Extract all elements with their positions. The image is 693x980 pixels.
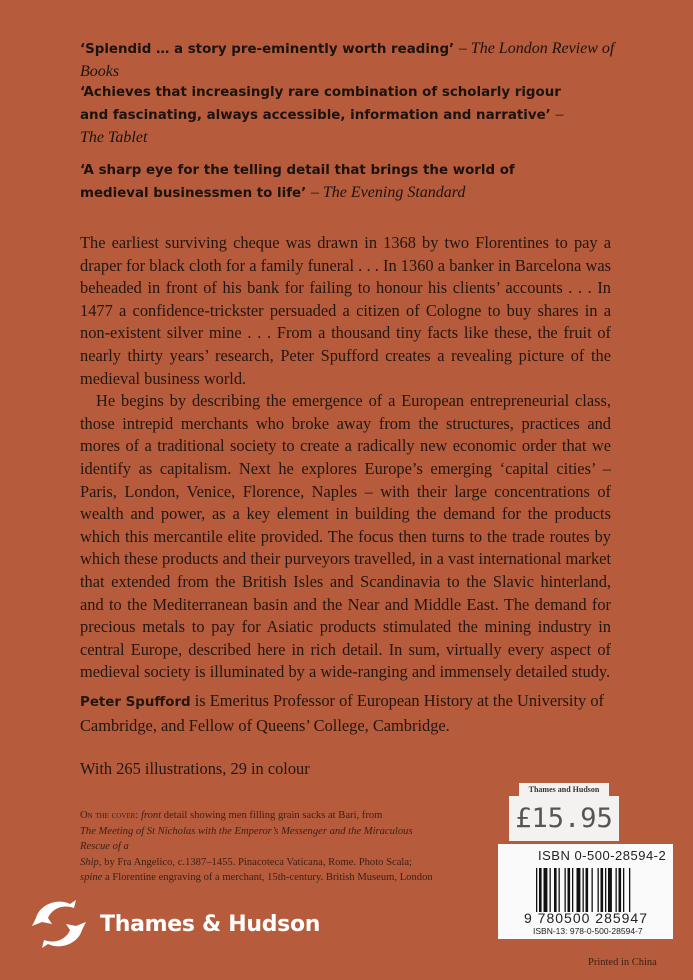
author-bio xyxy=(80,690,611,737)
review-quote-1 xyxy=(80,38,620,84)
illustrations-note: With 265 illustrations, 29 in colour xyxy=(80,759,310,778)
barcode-icon xyxy=(536,868,661,912)
price-sticker xyxy=(515,783,613,841)
publisher-logo xyxy=(28,896,320,952)
front-label: front xyxy=(140,810,162,821)
cover-credit-label: On the cover: xyxy=(80,810,139,821)
author-name: Peter Spufford xyxy=(80,695,191,710)
printed-in: Printed in China xyxy=(588,957,657,968)
description-paragraph: The earliest surviving cheque was drawn in 1368 by two Florentines to pay a draper for black cloth for a family funeral . . . In 1360 a banker in Barcelona was beheaded in front of his bank for failing to honour his clients’ accounts . . . In 1477 a confidence-trickster persuaded a citizen of Cologne to buy shares in a non-existent silver mine . . . From a thousand tiny facts like these, the fruit of nearly thirty years’ research, Peter Spufford creates a revealing picture of the medieval business world. xyxy=(80,233,611,388)
isbn-13: ISBN-13: 978-0-500-28594-7 xyxy=(533,926,643,936)
quote-source: – The Tablet xyxy=(80,106,564,146)
credit-text: , by Fra Angelico, c.1387–1455. Pinacoteca Vaticana, Rome. Photo Scala; xyxy=(98,856,412,868)
dolphins-logo-icon xyxy=(28,896,90,952)
quote-text: ‘A sharp eye for the telling detail that brings the world of medieval businessmen to life’ xyxy=(80,163,515,201)
description-paragraph: He begins by describing the emergence of a European entrepreneurial class, those intrepid merchants who broke away from the structures, practices and mores of a traditional society to create a radically new economic order that we identify as capitalism. Next he explores Europe’s emerging ‘capital cities’ – Paris, London, Venice, Florence, Naples – with their large concentrations of wealth and power, as a key element in building the demand for the products which this mercantile elite provided. The focus then turns to the trade routes by which these products and their purveyors travelled, in a vast international market that extended from the British Isles and Scandinavia to the Slavic hinterland, and to the Mediterranean basin and the Near and Middle East. The demand for precious metals to pay for Asiatic products stimulated the mining industry in central Europe, described here in rich detail. In sum, virtually every aspect of medieval society is illuminated by a wide-ranging and immensely detailed study. xyxy=(80,391,611,682)
review-quote-2 xyxy=(80,82,580,150)
price: £15.95 xyxy=(509,796,619,841)
quote-text: ‘Achieves that increasingly rare combination of scholarly rigour and fascinating, always accessible, information and narrative’ xyxy=(80,85,561,123)
cover-credit xyxy=(80,808,433,886)
credit-text: detail showing men filling grain sacks at Bari, from xyxy=(161,810,383,821)
spine-label: spine xyxy=(80,872,103,884)
book-description xyxy=(80,232,611,684)
sticker-publisher: Thames and Hudson xyxy=(519,783,609,796)
author-bio-text: is Emeritus Professor of European History at the University of Cambridge, and Fellow of Queens’ College, Cambridge. xyxy=(80,691,604,735)
quote-source: – The Evening Standard xyxy=(310,184,466,201)
painting-title: The Meeting of St Nicholas with the Emperor’s Messenger and the Miraculous Rescue of a Ship xyxy=(80,825,413,868)
review-quote-3 xyxy=(80,160,540,205)
publisher-name: Thames & Hudson xyxy=(100,911,321,937)
quote-text: ‘Splendid … a story pre-eminently worth reading’ xyxy=(80,42,455,57)
barcode-label xyxy=(498,844,673,939)
quote-source: – The London Review of Books xyxy=(80,40,615,80)
credit-text: a Florentine engraving of a merchant, 15th-century. British Museum, London xyxy=(102,872,433,884)
barcode-number: 9 780500 285947 xyxy=(524,910,648,926)
isbn-10: ISBN 0-500-28594-2 xyxy=(538,848,667,863)
